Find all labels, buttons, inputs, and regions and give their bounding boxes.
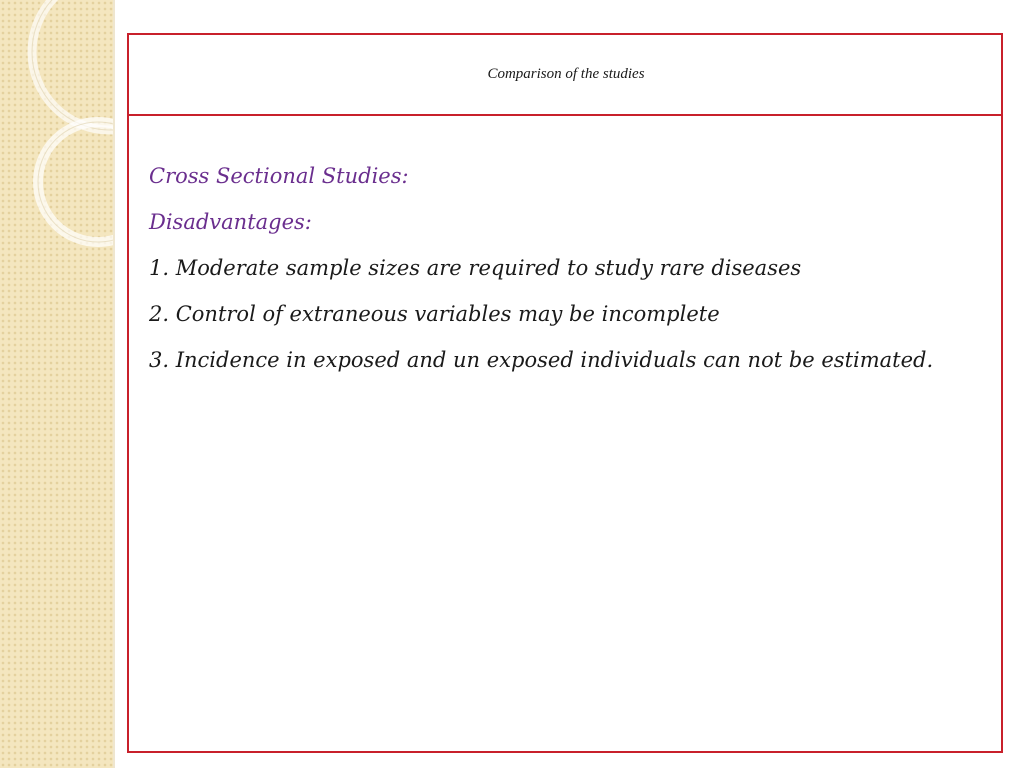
- slide-body: [149, 153, 989, 383]
- section-heading: Cross Sectional Studies:: [149, 164, 409, 188]
- slide-title: Comparison of the studies: [487, 66, 645, 82]
- list-item: 3. Incidence in exposed and un exposed individuals can not be estimated.: [149, 348, 934, 372]
- decorative-circles-icon: [0, 0, 113, 768]
- section-subheading: Disadvantages:: [149, 210, 312, 234]
- title-bar: [129, 35, 1001, 116]
- content-frame: [127, 33, 1003, 753]
- list-item: 2. Control of extraneous variables may be incomplete: [149, 302, 720, 326]
- decorative-side-strip: [0, 0, 115, 768]
- list-item: 1. Moderate sample sizes are required to study rare diseases: [149, 256, 802, 280]
